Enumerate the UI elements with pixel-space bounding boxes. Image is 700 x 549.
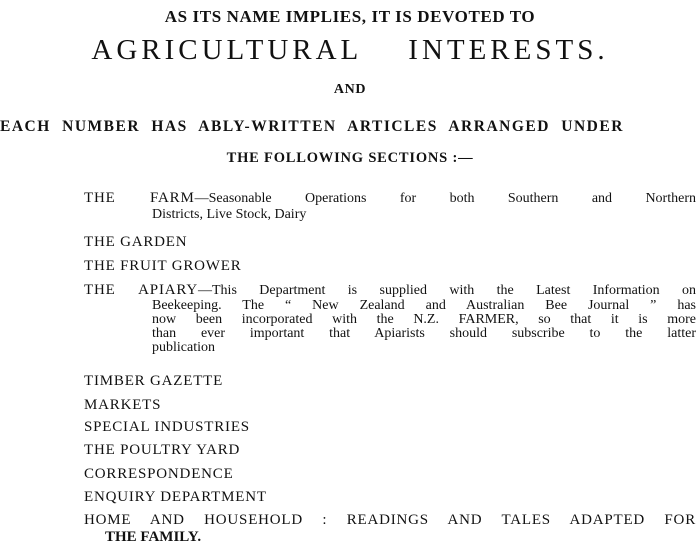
heading-word-interests: INTERESTS. (408, 34, 609, 66)
section-text: —Seasonable Operations for both Southern and Northern (194, 191, 696, 206)
section-correspondence (84, 466, 696, 483)
section-continuation: publication (152, 340, 215, 355)
section-home-household (84, 512, 696, 546)
section-head-line (84, 190, 696, 207)
section-text: —This Department is supplied with the Latest Information on (198, 283, 697, 298)
intro-line: AS ITS NAME IMPLIES, IT IS DEVOTED TO (164, 7, 536, 26)
section-title: THE POULTRY YARD (84, 442, 241, 458)
section-title: THE FARM (84, 190, 195, 206)
section-head-line (84, 512, 696, 529)
heading-word-agricultural: AGRICULTURAL (91, 34, 363, 66)
section-fruit-grower (84, 258, 696, 275)
section-title: HOME AND HOUSEHOLD : READINGS AND TALES ADAPTED FOR (84, 512, 696, 528)
main-heading (40, 34, 660, 67)
section-title: CORRESPONDENCE (84, 466, 234, 482)
section-timber-gazette (84, 373, 696, 390)
section-markets (84, 397, 696, 414)
section-continuation: than ever important that Apiarists should subscribe to the latter (152, 326, 696, 341)
section-garden (84, 234, 696, 251)
section-title: SPECIAL INDUSTRIES (84, 419, 250, 435)
section-title: THE FRUIT GROWER (84, 258, 242, 274)
section-continuation: Beekeeping. The “ New Zealand and Australian Bee Journal ” has (152, 298, 696, 313)
section-title: TIMBER GAZETTE (84, 373, 224, 389)
section-enquiry-department (84, 489, 696, 506)
section-title: ENQUIRY DEPARTMENT (84, 489, 267, 505)
section-special-industries (84, 419, 696, 436)
section-farm (84, 190, 696, 223)
articles-line: EACH NUMBER HAS ABLY-WRITTEN ARTICLES ARRANGED UNDER (0, 118, 624, 135)
section-continuation: THE FAMILY. (105, 529, 202, 545)
section-head-line (84, 282, 696, 299)
and-line: AND (333, 82, 367, 97)
section-apiary (84, 282, 696, 355)
section-title: MARKETS (84, 397, 162, 413)
section-title: THE APIARY (84, 282, 198, 298)
section-poultry-yard (84, 442, 696, 459)
sections-intro: THE FOLLOWING SECTIONS :— (226, 150, 474, 166)
section-title: THE GARDEN (84, 234, 188, 250)
section-continuation: Districts, Live Stock, Dairy (152, 207, 307, 222)
section-continuation: now been incorporated with the N.Z. FARMER, so that it is more (152, 312, 696, 327)
